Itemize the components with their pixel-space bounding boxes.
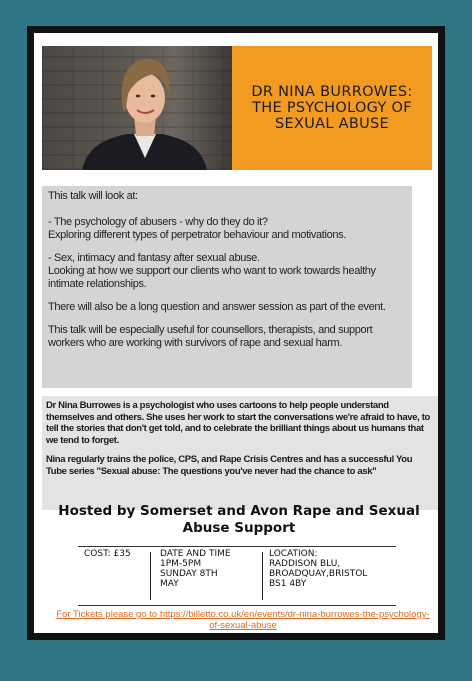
month-text: MAY: [160, 579, 179, 589]
cost-info: [84, 549, 144, 559]
tickets-link[interactable]: For Tickets please go to https://billetto.co.uk/en/events/dr-nina-burrowes-the-psychology-of-sexual-abuse: [56, 609, 430, 631]
day-text: SUNDAY 8TH: [160, 569, 218, 579]
street-text: BROADQUAY,BRISTOL: [269, 569, 368, 579]
divider: [262, 552, 263, 600]
date-time-info: [160, 549, 250, 589]
point-2-title: - Sex, intimacy and fantasy after sexual abuse.: [48, 252, 260, 264]
title-panel: [232, 46, 432, 170]
point-1-detail: Exploring different types of perpetrator behaviour and motivations.: [48, 229, 346, 241]
point-1-title: - The psychology of abusers - why do they do it?: [48, 216, 268, 228]
event-poster: [27, 26, 445, 640]
talk-point-2: [48, 252, 406, 291]
talk-qa: There will also be a long question and answer session as part of the event.: [48, 301, 386, 313]
bio-paragraph-1: Dr Nina Burrowes is a psychologist who uses cartoons to help people understand themselves and others. She uses her work to start the conversations we're afraid to have, to tell the stories that don't get told, and to celebrate the brilliant things about us humans that we tend to forget.: [46, 400, 430, 446]
talk-point-1: [48, 216, 406, 242]
date-label: DATE AND TIME: [160, 549, 231, 559]
divider: [150, 552, 151, 600]
poster-title: DR NINA BURROWES: THE PSYCHOLOGY OF SEXUAL ABUSE: [251, 84, 413, 132]
postcode-text: BS1 4BY: [269, 579, 307, 589]
details-bottom-rule: [78, 605, 396, 606]
talk-audience: This talk will be especially useful for counsellors, therapists, and support workers who are working with survivors of rape and sexual harm.: [48, 324, 373, 349]
poster-header: [42, 46, 432, 170]
bio-paragraph-2: Nina regularly trains the police, CPS, and Rape Crisis Centres and has a successful You Tube series "Sexual abuse: The questions you've never had the chance to ask": [46, 454, 413, 477]
speaker-photo: [42, 46, 232, 170]
hosted-by: Hosted by Somerset and Avon Rape and Sexual Abuse Support: [58, 503, 420, 536]
time-text: 1PM-5PM: [160, 559, 202, 569]
speaker-bio: [42, 396, 438, 510]
point-2-detail: Looking at how we support our clients who want to work towards healthy intimate relationships.: [48, 265, 376, 290]
location-label: LOCATION:: [269, 549, 318, 559]
details-top-rule: [78, 546, 396, 547]
venue-text: RADDISON BLU,: [269, 559, 341, 569]
talk-summary: [42, 186, 412, 388]
location-info: [269, 549, 399, 589]
cost-text: COST: £35: [84, 549, 131, 559]
talk-intro: This talk will look at:: [48, 190, 138, 202]
